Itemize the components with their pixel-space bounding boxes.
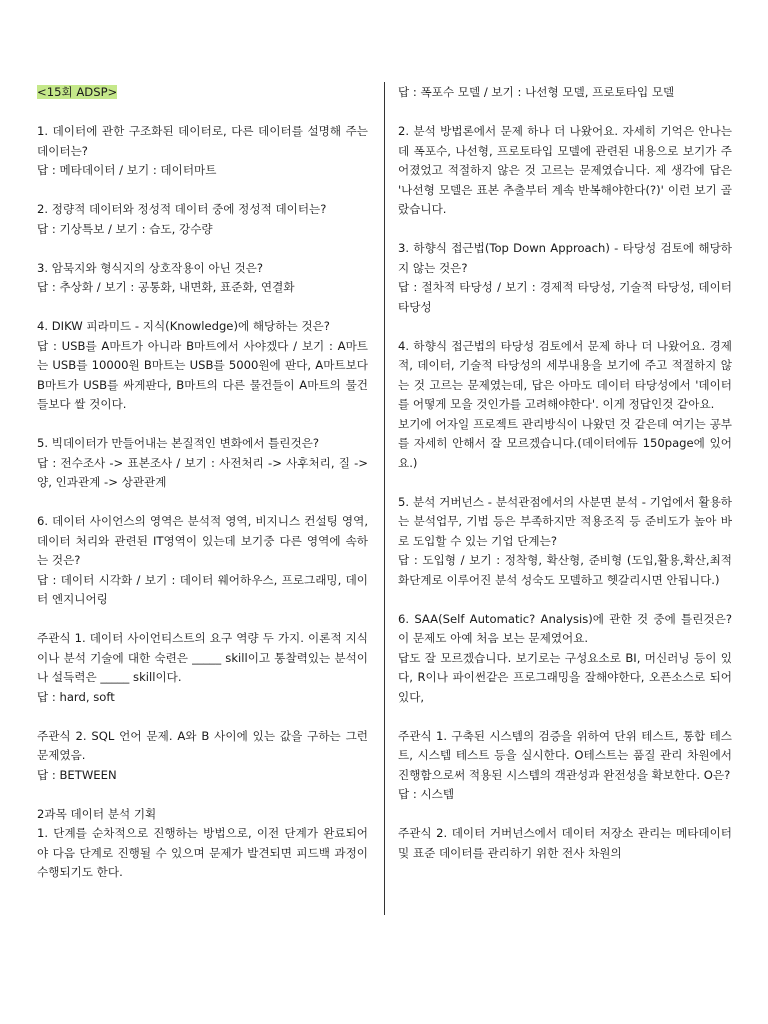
document-title-block <box>37 83 368 103</box>
question-6 <box>37 512 372 610</box>
document-title: <15회 ADSP> <box>37 85 118 99</box>
subjective-question-1 <box>37 629 368 707</box>
question-5 <box>37 434 372 493</box>
answer-text: 답 : 시스템 <box>398 787 455 801</box>
question-text: 1. 단계를 순차적으로 진행하는 방법으로, 이전 단계가 완료되어야 다음 단계로 진행될 수 있으며 문제가 발견되면 피드백 과정이 수행되기도 한다. <box>37 826 372 879</box>
part-2-question-1-answer <box>398 83 732 103</box>
answer-text: 답 : hard, soft <box>37 689 115 704</box>
left-column <box>37 83 372 902</box>
part-2-subjective-question-1 <box>398 727 736 805</box>
question-text: 3. 하향식 접근법(Top Down Approach) - 타당성 검토에 해당하지 않는 것은? <box>398 241 732 275</box>
part-2-question-2 <box>398 122 736 220</box>
question-text: 주관식 1. 구축된 시스템의 검증을 위하여 단위 테스트, 통합 테스트, 시스템 테스트 등을 실시한다. O테스트는 품질 관리 차원에서 진행함으로써 적용된 시스템의 객관성과 완전성을 확보한다. O은? <box>398 728 736 782</box>
question-text: 주관식 1. 데이터 사이언티스트의 요구 역량 두 가지. 이론적 지식이나 분석 기술에 대한 숙련은 _____ skill이고 통찰력있는 분석이나 설득력은 _____ skill이다. <box>37 631 368 684</box>
part-2-question-5 <box>398 493 732 591</box>
part-2-subjective-question-2 <box>398 824 736 863</box>
question-text: 주관식 2. SQL 언어 문제. A와 B 사이에 있는 값을 구하는 그런 문제였음. <box>37 728 372 762</box>
answer-text: 답 : 폭포수 모델 / 보기 : 나선형 모델, 프로토타입 모델 <box>398 85 675 99</box>
question-text: 2. 분석 방법론에서 문제 하나 더 나왔어요. 자세히 기억은 안나는데 폭포수, 나선형, 프로토타입 모델에 관련된 내용으로 보기가 주어졌었고 적절하지 않은 것 고르는 문제였습니다. 제 생각에 답은 '나선형 모델은 표본 추출부터 계속 반복해야한다(?)' 이런 보기 골랐습니다. <box>398 124 736 216</box>
question-1 <box>37 122 372 181</box>
right-column <box>398 83 736 883</box>
answer-text: 답 : 기상특보 / 보기 : 습도, 강수량 <box>37 221 213 236</box>
question-text: 2. 정량적 데이터와 정성적 데이터 중에 정성적 데이터는? <box>37 202 327 216</box>
answer-text: 답 : 도입형 / 보기 : 정착형, 확산형, 준비형 (도입,활용,확산,최적화단계로 이루어진 분석 성숙도 모델하고 헷갈리시면 안됩니다.) <box>398 553 732 587</box>
part-2-question-6 <box>398 610 736 708</box>
question-text: 6. 데이터 사이언스의 영역은 분석적 영역, 비지니스 컨설팅 영역, 데이터 처리와 관련된 IT영역이 있는데 보기중 다른 영역에 속하는 것은? <box>37 514 372 567</box>
answer-text: 답 : USB를 A마트가 아니라 B마트에서 사야겠다 / 보기 : A마트는 USB를 10000원 B마트는 USB를 5000원에 판다, A마트보다 B마트가 USB를 싸게판다, B마트의 다른 물건들이 A마트의 물건들보다 쌀 것이다. <box>37 338 372 411</box>
question-text: 4. DIKW 피라미드 - 지식(Knowledge)에 해당하는 것은? <box>37 319 330 333</box>
section-heading: 2과목 데이터 분석 기획 <box>37 806 157 821</box>
question-2 <box>37 200 368 239</box>
question-text: 주관식 2. 데이터 거버넌스에서 데이터 저장소 관리는 메타데이터 및 표준 데이터를 관리하기 위한 전사 차원의 <box>398 826 736 860</box>
column-divider <box>384 82 385 915</box>
part-2-section <box>37 805 372 883</box>
question-3 <box>37 259 368 298</box>
answer-text: 답 : 추상화 / 보기 : 공통화, 내면화, 표준화, 연결화 <box>37 280 295 294</box>
answer-text: 답 : BETWEEN <box>37 767 117 782</box>
note-text: 보기에 어자일 프로젝트 관리방식이 나왔던 것 같은데 여기는 공부를 자세히 안해서 잘 모르겠습니다.(데이터에듀 150page에 있어요.) <box>398 416 732 470</box>
question-text: 5. 빅데이터가 만들어내는 본질적인 변화에서 틀린것은? <box>37 436 320 450</box>
question-text: 1. 데이터에 관한 구조화된 데이터로, 다른 데이터를 설명해 주는 데이터는? <box>37 124 372 158</box>
answer-text: 답 : 메타데이터 / 보기 : 데이터마트 <box>37 163 217 177</box>
answer-text: 답 : 절차적 타당성 / 보기 : 경제적 타당성, 기술적 타당성, 데이터 타당성 <box>398 280 736 314</box>
question-text: 6. SAA(Self Automatic? Analysis)에 관한 것 중에 틀린것은? 이 문제도 아예 처음 보는 문제였어요. <box>398 611 736 645</box>
answer-text: 답 : 전수조사 -> 표본조사 / 보기 : 사전처리 -> 사후처리, 질 -> 양, 인과관계 -> 상관관계 <box>37 455 372 489</box>
part-2-question-3 <box>398 239 736 317</box>
subjective-question-2 <box>37 727 372 786</box>
part-2-question-4 <box>398 337 732 474</box>
question-4 <box>37 317 372 415</box>
question-text: 4. 하향식 접근법의 타당성 검토에서 문제 하나 더 나왔어요. 경제적, 데이터, 기술적 타당성의 세부내용을 보기에 주고 적절하지 않는 것 고르는 문제였는데, 답은 아마도 데이터 타당성에서 '데이터를 어떻게 모을 것인가를 고려해야한다'. 이게 정답인것 같아요. <box>398 338 732 411</box>
answer-text: 답 : 데이터 시각화 / 보기 : 데이터 웨어하우스, 프로그래밍, 데이터 엔지니어링 <box>37 572 368 606</box>
question-text: 3. 암묵지와 형식지의 상호작용이 아닌 것은? <box>37 260 264 275</box>
answer-text: 답도 잘 모르겠습니다. 보기로는 구성요소로 BI, 머신러닝 등이 있다, R이나 파이썬같은 프로그래밍을 잘해야한다, 오픈소스로 되어있다, <box>398 650 732 704</box>
question-text: 5. 분석 거버넌스 - 분석관점에서의 사분면 분석 - 기업에서 활용하는 분석업무, 기법 등은 부족하지만 적용조직 등 준비도가 높아 바로 도입할 수 있는 기업 단계는? <box>398 494 732 548</box>
